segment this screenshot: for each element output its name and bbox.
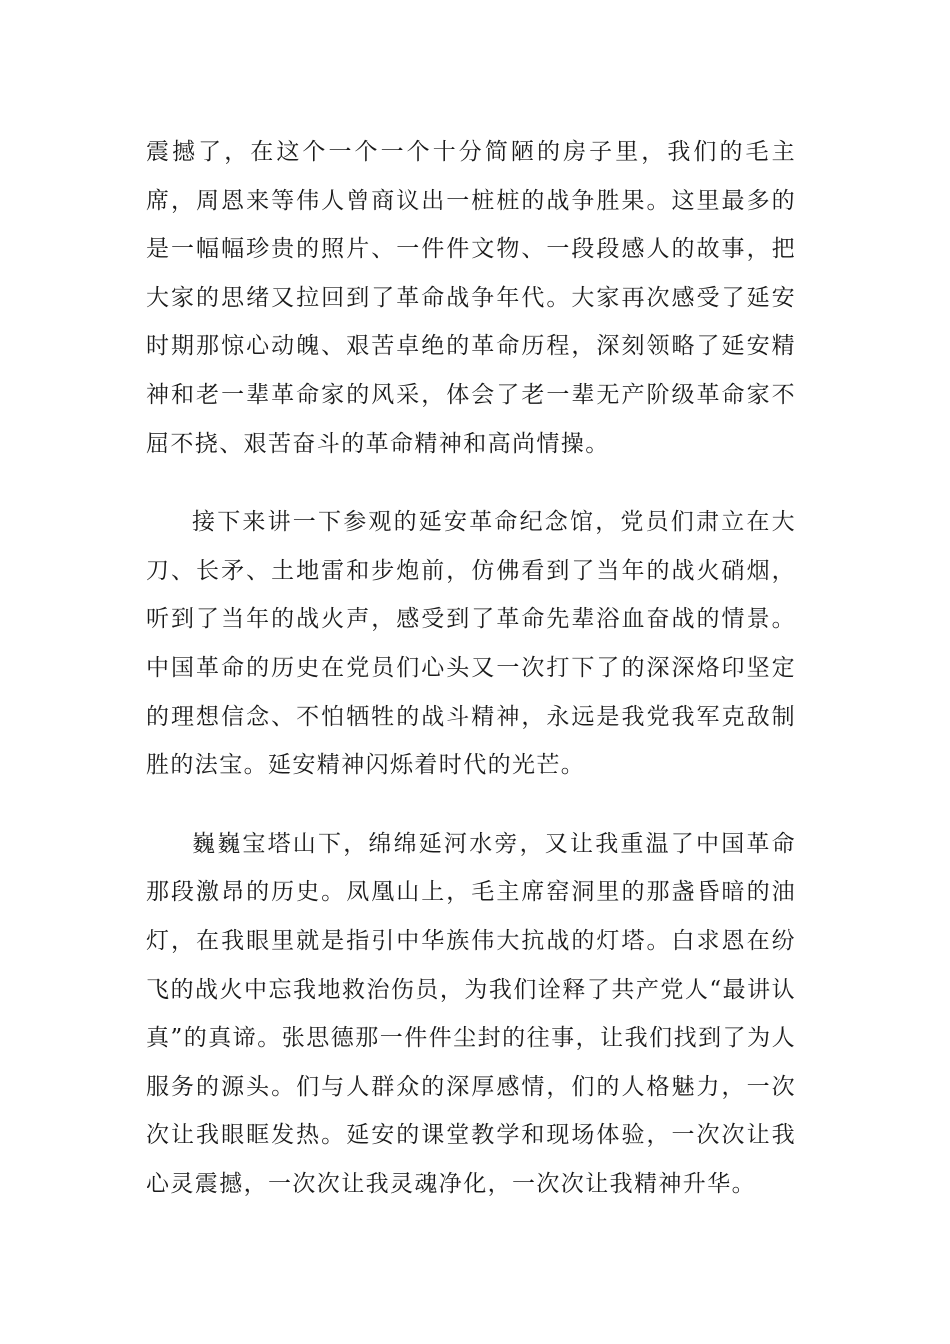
paragraph: 接下来讲一下参观的延安革命纪念馆，党员们肃立在大刀、长矛、土地雷和步炮前，仿佛看到了当年的战火硝烟，听到了当年的战火声，感受到了革命先辈浴血奋战的情景。中国革命的历史在党员们心头又一次打下了的深深烙印坚定的理想信念、不怕牺牲的战斗精神，永远是我党我军克敌制胜的法宝。延安精神闪烁着时代的光芒。 (146, 509, 796, 779)
paragraph: 巍巍宝塔山下，绵绵延河水旁，又让我重温了中国革命那段激昂的历史。凤凰山上，毛主席窑洞里的那盏昏暗的油灯，在我眼里就是指引中华族伟大抗战的灯塔。白求恩在纷飞的战火中忘我地救治伤员，为我们诠释了共产党人“最讲认真”的真谛。张思德那一件件尘封的往事，让我们找到了为人服务的源头。们与人群众的深厚感情，们的人格魅力，一次次让我眼眶发热。延安的课堂教学和现场体验，一次次让我心灵震撼，一次次让我灵魂净化，一次次让我精神升华。 (146, 830, 796, 1197)
paragraph: 震撼了，在这个一个一个十分简陋的房子里，我们的毛主席，周恩来等伟人曾商议出一桩桩的战争胜果。这里最多的是一幅幅珍贵的照片、一件件文物、一段段感人的故事，把大家的思绪又拉回到了革命战争年代。大家再次感受了延安时期那惊心动魄、艰苦卓绝的革命历程，深刻领略了延安精神和老一辈革命家的风采，体会了老一辈无产阶级革命家不屈不挠、艰苦奋斗的革命精神和高尚情操。 (146, 139, 796, 457)
document-body (146, 128, 796, 1208)
